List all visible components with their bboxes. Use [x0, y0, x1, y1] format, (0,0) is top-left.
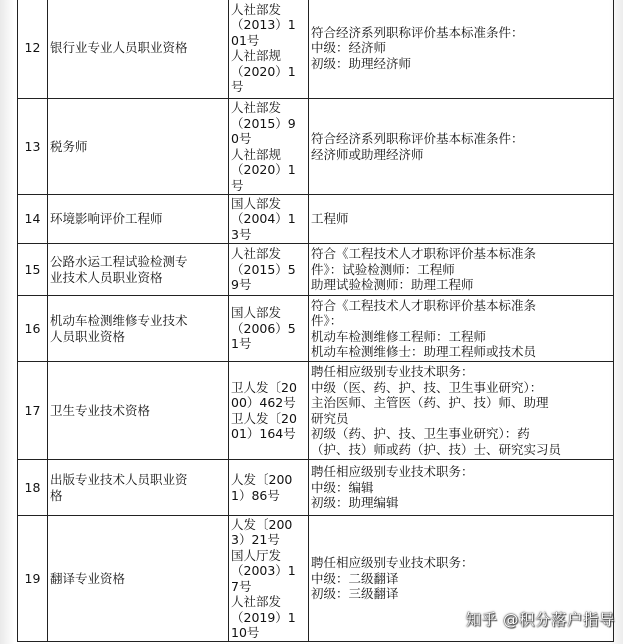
document-number	[229, 0, 309, 99]
table-row	[18, 362, 614, 460]
document-number-line: 国人厅发	[231, 547, 282, 563]
condition-line: 助理试验检测师：助理工程师	[311, 277, 474, 293]
table-body	[18, 0, 614, 642]
document-number-line: 卫人发〔20	[231, 410, 297, 426]
condition-line: 机动车检测维修工程师：工程师	[311, 328, 487, 344]
document-number	[229, 244, 309, 296]
document-number-line: （2020）1	[231, 162, 296, 177]
document-number-line: （2019）1	[231, 609, 296, 625]
document-number-line: 人社部规	[231, 146, 282, 162]
document-number-line: 00）462号	[231, 395, 296, 410]
qualification-name	[48, 244, 229, 296]
table-row	[18, 460, 614, 516]
condition-line: 中级（医、药、护、技、卫生事业研究）：	[311, 379, 543, 395]
document-number-line: 0号	[231, 131, 252, 146]
title-conditions	[309, 296, 614, 362]
condition-line: 经济师或助理经济师	[311, 146, 424, 162]
qualification-name-line: 业技术人员职业资格	[50, 269, 163, 285]
condition-line: 初级：助理编辑	[311, 495, 399, 511]
table-row	[18, 296, 614, 362]
document-number-line: 7号	[231, 578, 252, 594]
row-number: 18	[18, 460, 48, 516]
condition-line: 聘任相应级别专业技术职务：	[311, 364, 474, 379]
document-number-line: 10号	[231, 625, 260, 640]
document-number-line: （2004）1	[231, 211, 296, 227]
document-number-line: 人社部发	[231, 1, 282, 17]
title-conditions	[309, 195, 614, 244]
condition-line: 初级：三级翻译	[311, 586, 399, 602]
row-number: 14	[18, 195, 48, 244]
document-number-line: 9号	[231, 277, 252, 293]
qualification-table	[17, 0, 614, 642]
qualification-name-line: 环境影响评价工程师	[50, 211, 163, 227]
condition-line: 符合《工程技术人才职称评价基本标准条	[311, 246, 537, 262]
watermark-text: 知乎 @积分落户指导	[465, 611, 615, 629]
condition-line: 符合《工程技术人才职称评价基本标准条	[311, 297, 537, 313]
document-number-line: （2006）5	[231, 320, 296, 336]
document-number-line: 国人部发	[231, 305, 282, 321]
condition-line: 件》：	[311, 313, 343, 328]
condition-line: （护、技）师或药（护、技）士、研究实习员	[311, 441, 562, 457]
document-number-line: （2013）1	[231, 17, 296, 32]
title-conditions	[309, 244, 614, 296]
table-row	[18, 0, 614, 99]
condition-line: 聘任相应级别专业技术职务：	[311, 555, 474, 571]
qualification-name	[48, 0, 229, 99]
condition-line: 符合经济系列职称评价基本标准条件：	[311, 131, 524, 146]
qualification-name-line: 格	[50, 487, 63, 503]
qualification-name	[48, 362, 229, 460]
document-number-line: 人社部发	[231, 594, 282, 609]
condition-line: 聘任相应级别专业技术职务：	[311, 464, 474, 480]
condition-line: 机动车检测维修士：助理工程师或技术员	[311, 344, 537, 359]
row-number: 16	[18, 296, 48, 362]
title-conditions	[309, 362, 614, 460]
row-number: 17	[18, 362, 48, 460]
qualification-name-line: 翻译专业资格	[50, 570, 126, 586]
document-number	[229, 99, 309, 195]
condition-line: 初级（药、护、技、卫生事业研究）：药	[311, 426, 530, 441]
condition-line: 中级：二级翻译	[311, 570, 399, 586]
document-number	[229, 296, 309, 362]
qualification-name	[48, 460, 229, 516]
document-number-line: 1）86号	[231, 487, 280, 503]
qualification-name	[48, 195, 229, 244]
document-number-line: 号	[231, 177, 244, 193]
condition-line: 主治医师、主管医（药、护、技）师、助理	[311, 395, 549, 410]
qualification-name	[48, 516, 229, 642]
document-number	[229, 362, 309, 460]
document-number-line: （2015）9	[231, 115, 296, 131]
document-number-line: 卫人发〔20	[231, 379, 297, 395]
title-conditions	[309, 99, 614, 195]
document-number-line: （2020）1	[231, 63, 296, 79]
qualification-name-line: 银行业专业人员职业资格	[50, 40, 188, 56]
document-number-line: 01）164号	[231, 426, 296, 441]
document-number	[229, 460, 309, 516]
qualification-name	[48, 296, 229, 362]
document-number-line: 人社部规	[231, 48, 282, 63]
document-number-line: 3号	[231, 226, 252, 242]
row-number: 12	[18, 0, 48, 99]
table-row	[18, 195, 614, 244]
condition-line: 件》：试验检测师：工程师	[311, 261, 455, 277]
qualification-name	[48, 99, 229, 195]
document-number-line: 人社部发	[231, 246, 282, 262]
qualification-name-line: 机动车检测维修专业技术	[50, 313, 188, 328]
document-number-line: 人社部发	[231, 100, 282, 115]
document-number	[229, 195, 309, 244]
title-conditions	[309, 460, 614, 516]
condition-line: 研究员	[311, 410, 349, 426]
condition-line: 初级：助理经济师	[311, 55, 412, 71]
condition-line: 中级：经济师	[311, 40, 387, 56]
table-row	[18, 99, 614, 195]
document-number-line: 01号	[231, 32, 260, 48]
condition-line: 符合经济系列职称评价基本标准条件：	[311, 24, 524, 40]
document-number	[229, 516, 309, 642]
row-number: 15	[18, 244, 48, 296]
qualification-name-line: 卫生专业技术资格	[50, 402, 151, 418]
table-row	[18, 244, 614, 296]
qualification-name-line: 公路水运工程试验检测专	[50, 254, 188, 269]
condition-line: 中级：编辑	[311, 479, 374, 495]
qualification-name-line: 人员职业资格	[50, 328, 126, 344]
document-number-line: 号	[231, 79, 244, 94]
condition-line: 工程师	[311, 211, 349, 227]
document-number-line: 人发〔200	[231, 516, 293, 532]
document-number-line: （2015）5	[231, 261, 296, 277]
document-number-line: 国人部发	[231, 195, 282, 211]
row-number: 19	[18, 516, 48, 642]
qualification-name-line: 出版专业技术人员职业资	[50, 472, 188, 487]
document-number-line: （2003）1	[231, 563, 296, 578]
qualification-name-line: 税务师	[50, 138, 88, 154]
document-number-line: 3）21号	[231, 532, 280, 547]
document-number-line: 1号	[231, 336, 252, 352]
document-number-line: 人发〔200	[231, 472, 293, 487]
title-conditions	[309, 0, 614, 99]
row-number: 13	[18, 99, 48, 195]
